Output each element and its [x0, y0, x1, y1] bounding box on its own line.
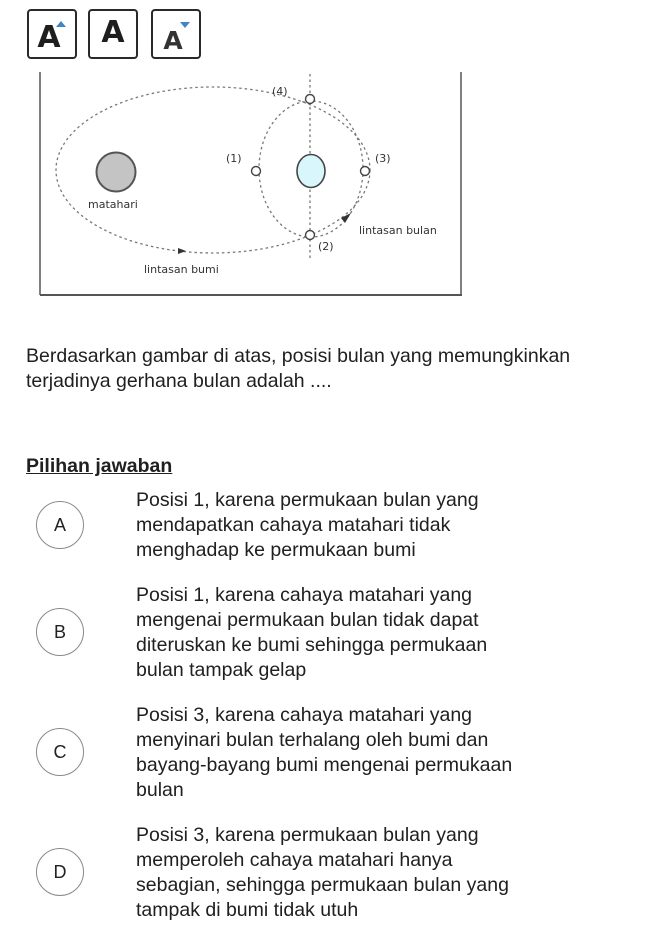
- answers-title: Pilihan jawaban: [26, 455, 173, 477]
- font-normal-label: A: [101, 14, 125, 50]
- label-position-1: (1): [226, 152, 242, 165]
- earth-circle: [297, 155, 325, 188]
- option-d-text: Posisi 3, karena permukaan bulan yang memperoleh cahaya matahari hanya sebagian, sehingga permukaan bulan yang tampak di bumi tidak utuh: [136, 824, 509, 921]
- moon-position-3: [361, 167, 370, 176]
- option-b-letter[interactable]: B: [36, 608, 84, 656]
- option-c-text: Posisi 3, karena cahaya matahari yang menyinari bulan terhalang oleh bumi dan bayang-bayang bumi mengenai permukaan bulan: [136, 704, 513, 801]
- moon-position-2: [306, 231, 315, 240]
- label-position-3: (3): [375, 152, 391, 165]
- caret-up-icon: [56, 21, 66, 27]
- option-c-letter[interactable]: C: [36, 728, 84, 776]
- font-normal-button[interactable]: [88, 9, 138, 59]
- eclipse-diagram-svg: [38, 68, 464, 300]
- font-increase-button[interactable]: [27, 9, 77, 59]
- option-b-text: Posisi 1, karena cahaya matahari yang mengenai permukaan bulan tidak dapat diteruskan ke bumi sehingga permukaan bulan tampak gelap: [136, 584, 488, 681]
- label-position-4: (4): [272, 85, 288, 98]
- question-text: Berdasarkan gambar di atas, posisi bulan yang memungkinkan terjadinya gerhana bulan adalah ....: [26, 345, 571, 392]
- moon-position-4: [306, 95, 315, 104]
- font-decrease-label: A: [163, 25, 183, 55]
- moon-orbit-arrow-icon: [341, 213, 351, 223]
- sun-circle: [97, 153, 136, 192]
- earth-orbit-label: lintasan bumi: [144, 263, 219, 276]
- earth-orbit-arrow-icon: [178, 248, 186, 254]
- font-increase-label: A: [37, 19, 61, 55]
- option-d-letter[interactable]: D: [36, 848, 84, 896]
- label-position-2: (2): [318, 240, 334, 253]
- moon-position-1: [252, 167, 261, 176]
- font-decrease-button[interactable]: [151, 9, 201, 59]
- option-a-text: Posisi 1, karena permukaan bulan yang mendapatkan cahaya matahari tidak menghadap ke permukaan bumi: [136, 489, 479, 561]
- eclipse-diagram: [38, 68, 464, 300]
- sun-label: matahari: [88, 198, 138, 211]
- option-a-letter[interactable]: A: [36, 501, 84, 549]
- moon-orbit-label: lintasan bulan: [359, 224, 437, 237]
- caret-down-icon: [180, 22, 190, 28]
